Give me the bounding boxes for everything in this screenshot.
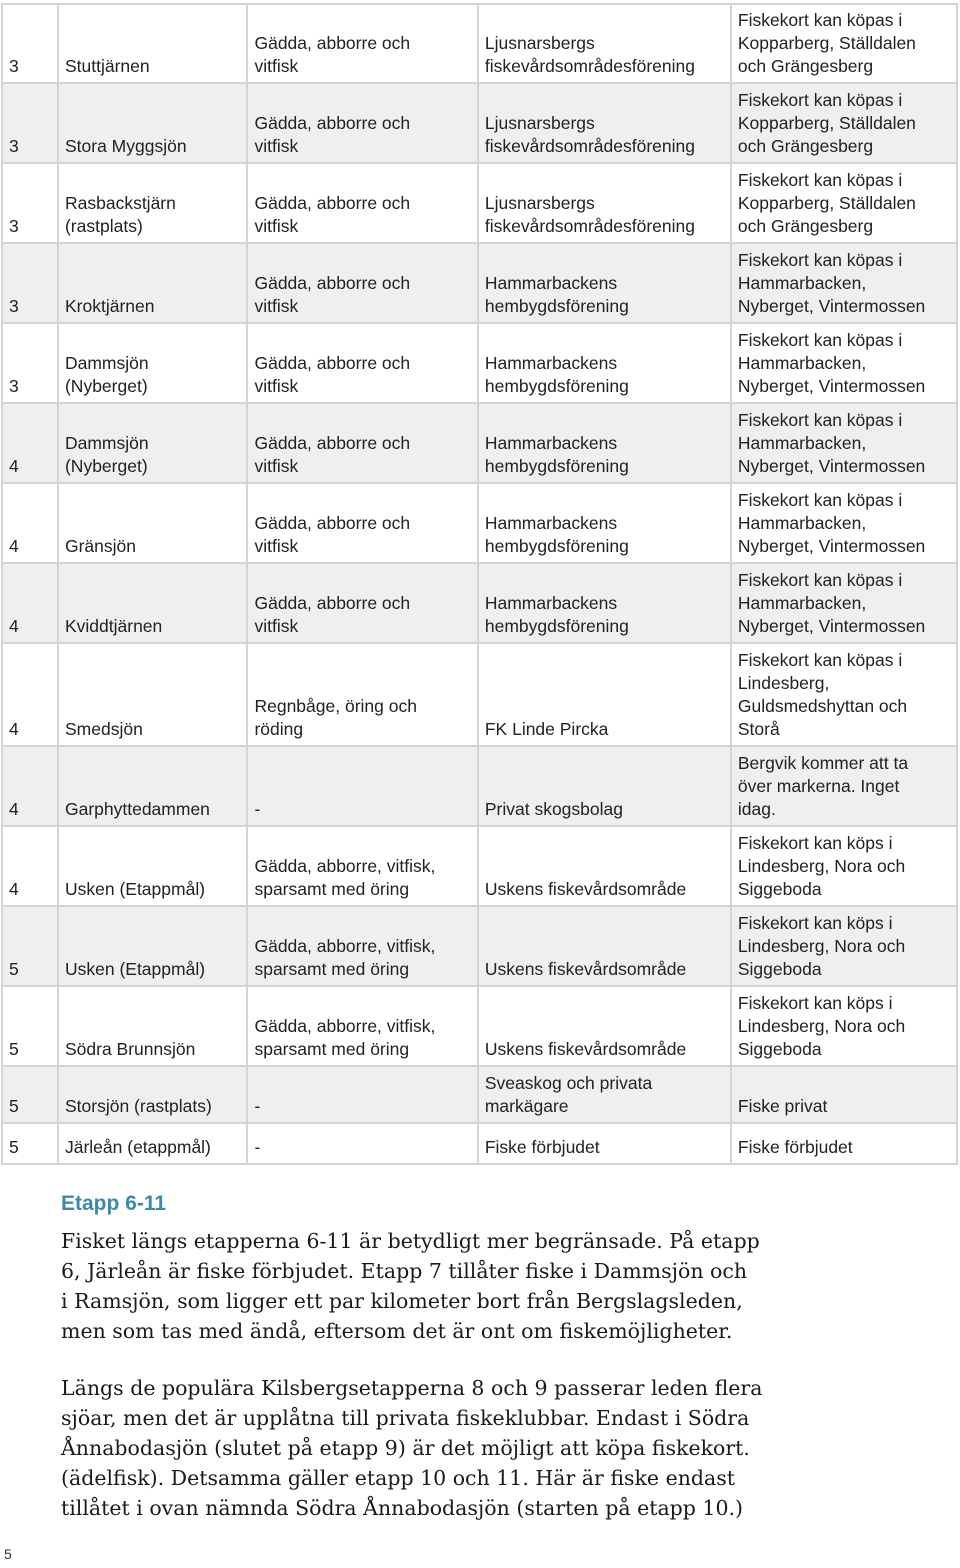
table-row (2, 4, 957, 83)
cell-line: Hammarbackens (484, 513, 618, 533)
cell-line: Rasbackstjärn (64, 193, 176, 213)
permit-cell (731, 4, 957, 83)
cell-line: Fiskekort kan köpas i (737, 90, 903, 110)
lake-cell (58, 746, 247, 826)
cell-line: Gädda, abborre och (254, 353, 411, 373)
cell-line: FK Linde Pircka (484, 719, 609, 739)
cell-line: 4 (9, 799, 19, 819)
cell-line: sparsamt med öring (254, 1039, 410, 1059)
cell-line: vitfisk (254, 296, 299, 316)
cell-line: Siggeboda (737, 1039, 822, 1059)
cell-line: Fiskekort kan köpas i (737, 570, 903, 590)
cell-line: och Grängesberg (737, 56, 874, 76)
cell-line: och Grängesberg (737, 216, 874, 236)
section-heading: Etapp 6-11 (61, 1192, 167, 1215)
cell-line: Hammarbacken, (737, 593, 867, 613)
lake-cell (58, 906, 247, 986)
cell-line: Smedsjön (64, 719, 143, 739)
species-cell (247, 4, 477, 83)
etapp-cell (2, 403, 58, 483)
cell-line: Fiskekort kan köpas i (737, 170, 903, 190)
etapp-cell (2, 826, 58, 906)
permit-cell (731, 403, 957, 483)
cell-line: Gädda, abborre och (254, 193, 411, 213)
permit-cell (731, 163, 957, 243)
cell-line: röding (254, 719, 304, 739)
cell-line: Gädda, abborre och (254, 433, 411, 453)
cell-line: Södra Brunnsjön (64, 1039, 196, 1059)
cell-line: 3 (9, 216, 19, 236)
cell-line: Nyberget, Vintermossen (737, 376, 926, 396)
cell-line: hembygdsförening (484, 376, 629, 396)
cell-line: Storå (737, 719, 780, 739)
lake-cell (58, 243, 247, 323)
cell-line: - (254, 799, 261, 819)
permit-cell (731, 1066, 957, 1123)
organization-cell (478, 163, 731, 243)
table-row (2, 483, 957, 563)
table-row (2, 163, 957, 243)
organization-cell (478, 1123, 731, 1164)
etapp-cell (2, 986, 58, 1066)
cell-line: sparsamt med öring (254, 959, 410, 979)
cell-line: Hammarbackens (484, 593, 618, 613)
cell-line: vitfisk (254, 376, 299, 396)
species-cell (247, 323, 477, 403)
table-row (2, 243, 957, 323)
cell-line: Nyberget, Vintermossen (737, 536, 926, 556)
cell-line: Stora Myggsjön (64, 136, 187, 156)
species-cell (247, 243, 477, 323)
section-paragraph-1: Fisket längs etapperna 6-11 är betydligt mer begränsade. På etapp 6, Järleån är fiske förbjudet. Etapp 7 tillåter fiske i Dammsjön och i Ramsjön, som ligger ett par kilometer bort från Bergslagsleden, men som tas med ändå, eftersom det är ont om fiskemöjligheter. (61, 1229, 760, 1343)
cell-line: Siggeboda (737, 959, 822, 979)
cell-line: Guldsmedshyttan och (737, 696, 908, 716)
cell-line: Siggeboda (737, 879, 822, 899)
cell-line: 4 (9, 719, 19, 739)
cell-line: Dammsjön (64, 433, 149, 453)
cell-line: Nyberget, Vintermossen (737, 296, 926, 316)
cell-line: 5 (9, 959, 19, 979)
lake-cell (58, 986, 247, 1066)
cell-line: Fiske förbjudet (484, 1137, 600, 1157)
cell-line: 3 (9, 376, 19, 396)
organization-cell (478, 243, 731, 323)
cell-line: Stuttjärnen (64, 56, 150, 76)
species-cell (247, 986, 477, 1066)
cell-line: Sveaskog och privata (484, 1073, 653, 1093)
etapp-cell (2, 563, 58, 643)
etapp-cell (2, 746, 58, 826)
table-row (2, 83, 957, 163)
etapp-cell (2, 163, 58, 243)
cell-line: Uskens fiskevårdsområde (484, 959, 687, 979)
species-cell (247, 826, 477, 906)
cell-line: idag. (737, 799, 776, 819)
permit-cell (731, 323, 957, 403)
cell-line: - (254, 1096, 261, 1116)
cell-line: Hammarbackens (484, 433, 618, 453)
cell-line: Järleån (etappmål) (64, 1137, 211, 1157)
cell-line: 4 (9, 879, 19, 899)
cell-line: - (254, 1137, 261, 1157)
cell-line: 3 (9, 136, 19, 156)
lake-cell (58, 403, 247, 483)
lake-cell (58, 4, 247, 83)
cell-line: fiskevårdsområdesförening (484, 56, 695, 76)
table-row (2, 1066, 957, 1123)
table-row (2, 746, 957, 826)
table-row (2, 403, 957, 483)
permit-cell (731, 986, 957, 1066)
cell-line: Lindesberg, Nora och (737, 856, 906, 876)
cell-line: Lindesberg, Nora och (737, 936, 906, 956)
permit-cell (731, 83, 957, 163)
permit-cell (731, 746, 957, 826)
page-number: 5 (4, 1546, 12, 1562)
cell-line: Gädda, abborre och (254, 113, 411, 133)
fishing-table-body (2, 4, 957, 1164)
cell-line: Gädda, abborre och (254, 593, 411, 613)
species-cell (247, 1123, 477, 1164)
species-cell (247, 163, 477, 243)
cell-line: Fiskekort kan köps i (737, 913, 893, 933)
cell-line: Usken (Etappmål) (64, 879, 206, 899)
cell-line: Gädda, abborre, vitfisk, (254, 856, 436, 876)
permit-cell (731, 1123, 957, 1164)
cell-line: vitfisk (254, 456, 299, 476)
cell-line: Fiskekort kan köpas i (737, 330, 903, 350)
permit-cell (731, 906, 957, 986)
cell-line: Hammarbacken, (737, 513, 867, 533)
cell-line: Fiskekort kan köpas i (737, 490, 903, 510)
cell-line: vitfisk (254, 56, 299, 76)
cell-line: hembygdsförening (484, 456, 629, 476)
lake-cell (58, 643, 247, 746)
cell-line: Hammarbackens (484, 353, 618, 373)
cell-line: Nyberget, Vintermossen (737, 456, 926, 476)
permit-cell (731, 483, 957, 563)
cell-line: Hammarbacken, (737, 433, 867, 453)
etapp-cell (2, 483, 58, 563)
table-row (2, 1123, 957, 1164)
cell-line: Fiskekort kan köpas i (737, 10, 903, 30)
organization-cell (478, 986, 731, 1066)
table-row (2, 563, 957, 643)
cell-line: Kroktjärnen (64, 296, 155, 316)
etapp-cell (2, 323, 58, 403)
permit-cell (731, 563, 957, 643)
cell-line: vitfisk (254, 216, 299, 236)
cell-line: sparsamt med öring (254, 879, 410, 899)
cell-line: markägare (484, 1096, 569, 1116)
section-paragraph-2: Längs de populära Kilsbergsetapperna 8 och 9 passerar leden flera sjöar, men det är upplåtna till privata fiskeklubbar. Endast i Södra Ånnabodasjön (slutet på etapp 9) är det möjligt att köpa fiskekort. (ädelfisk). Detsamma gäller etapp 10 och 11. Här är fiske endast tillåtet i ovan nämnda Södra Ånnabodasjön (starten på etapp 10.) (61, 1376, 763, 1520)
cell-line: Storsjön (rastplats) (64, 1096, 212, 1116)
cell-line: Privat skogsbolag (484, 799, 623, 819)
organization-cell (478, 323, 731, 403)
permit-cell (731, 643, 957, 746)
cell-line: Hammarbackens (484, 273, 618, 293)
table-row (2, 826, 957, 906)
organization-cell (478, 643, 731, 746)
cell-line: 5 (9, 1039, 19, 1059)
organization-cell (478, 1066, 731, 1123)
organization-cell (478, 826, 731, 906)
organization-cell (478, 403, 731, 483)
species-cell (247, 483, 477, 563)
cell-line: 3 (9, 296, 19, 316)
species-cell (247, 83, 477, 163)
cell-line: vitfisk (254, 536, 299, 556)
lake-cell (58, 323, 247, 403)
cell-line: Uskens fiskevårdsområde (484, 1039, 687, 1059)
cell-line: vitfisk (254, 136, 299, 156)
cell-line: Ljusnarsbergs (484, 113, 595, 133)
lake-cell (58, 563, 247, 643)
cell-line: Fiskekort kan köpas i (737, 650, 903, 670)
cell-line: Gädda, abborre, vitfisk, (254, 936, 436, 956)
etapp-cell (2, 643, 58, 746)
organization-cell (478, 4, 731, 83)
cell-line: Uskens fiskevårdsområde (484, 879, 687, 899)
cell-line: Usken (Etappmål) (64, 959, 206, 979)
cell-line: 5 (9, 1137, 19, 1157)
cell-line: 4 (9, 536, 19, 556)
cell-line: (Nyberget) (64, 456, 148, 476)
cell-line: fiskevårdsområdesförening (484, 136, 695, 156)
permit-cell (731, 243, 957, 323)
fishing-table (1, 3, 958, 1165)
cell-line: 4 (9, 616, 19, 636)
lake-cell (58, 163, 247, 243)
cell-line: hembygdsförening (484, 616, 629, 636)
etapp-cell (2, 1123, 58, 1164)
organization-cell (478, 746, 731, 826)
cell-line: 3 (9, 56, 19, 76)
cell-line: Kopparberg, Ställdalen (737, 33, 916, 53)
table-row (2, 643, 957, 746)
cell-line: Dammsjön (64, 353, 149, 373)
cell-line: fiskevårdsområdesförening (484, 216, 695, 236)
table-row (2, 906, 957, 986)
table-row (2, 323, 957, 403)
cell-line: Ljusnarsbergs (484, 33, 595, 53)
cell-line: Ljusnarsbergs (484, 193, 595, 213)
cell-line: Lindesberg, (737, 673, 830, 693)
table-row (2, 986, 957, 1066)
cell-line: Gränsjön (64, 536, 136, 556)
cell-line: Nyberget, Vintermossen (737, 616, 926, 636)
organization-cell (478, 83, 731, 163)
cell-line: 4 (9, 456, 19, 476)
cell-line: Regnbåge, öring och (254, 696, 417, 716)
species-cell (247, 563, 477, 643)
cell-line: över markerna. Inget (737, 776, 900, 796)
lake-cell (58, 83, 247, 163)
cell-line: Fiske förbjudet (737, 1137, 853, 1157)
cell-line: Bergvik kommer att ta (737, 753, 909, 773)
cell-line: Fiskekort kan köps i (737, 993, 893, 1013)
cell-line: (rastplats) (64, 216, 143, 236)
etapp-cell (2, 83, 58, 163)
species-cell (247, 403, 477, 483)
cell-line: Lindesberg, Nora och (737, 1016, 906, 1036)
cell-line: Fiskekort kan köpas i (737, 410, 903, 430)
cell-line: Kopparberg, Ställdalen (737, 193, 916, 213)
permit-cell (731, 826, 957, 906)
species-cell (247, 643, 477, 746)
etapp-cell (2, 243, 58, 323)
cell-line: och Grängesberg (737, 136, 874, 156)
cell-line: Kopparberg, Ställdalen (737, 113, 916, 133)
lake-cell (58, 1066, 247, 1123)
etapp-cell (2, 4, 58, 83)
lake-cell (58, 483, 247, 563)
organization-cell (478, 563, 731, 643)
cell-line: Kviddtjärnen (64, 616, 163, 636)
cell-line: hembygdsförening (484, 296, 629, 316)
cell-line: Hammarbacken, (737, 353, 867, 373)
species-cell (247, 746, 477, 826)
organization-cell (478, 483, 731, 563)
cell-line: vitfisk (254, 616, 299, 636)
cell-line: 5 (9, 1096, 19, 1116)
cell-line: Gädda, abborre och (254, 273, 411, 293)
cell-line: Fiskekort kan köpas i (737, 250, 903, 270)
cell-line: Garphyttedammen (64, 799, 210, 819)
cell-line: Gädda, abborre och (254, 33, 411, 53)
species-cell (247, 906, 477, 986)
cell-line: Gädda, abborre, vitfisk, (254, 1016, 436, 1036)
cell-line: Gädda, abborre och (254, 513, 411, 533)
cell-line: Fiske privat (737, 1096, 828, 1116)
lake-cell (58, 1123, 247, 1164)
cell-line: Hammarbacken, (737, 273, 867, 293)
cell-line: hembygdsförening (484, 536, 629, 556)
lake-cell (58, 826, 247, 906)
organization-cell (478, 906, 731, 986)
etapp-cell (2, 1066, 58, 1123)
cell-line: Fiskekort kan köps i (737, 833, 893, 853)
species-cell (247, 1066, 477, 1123)
cell-line: (Nyberget) (64, 376, 148, 396)
etapp-cell (2, 906, 58, 986)
